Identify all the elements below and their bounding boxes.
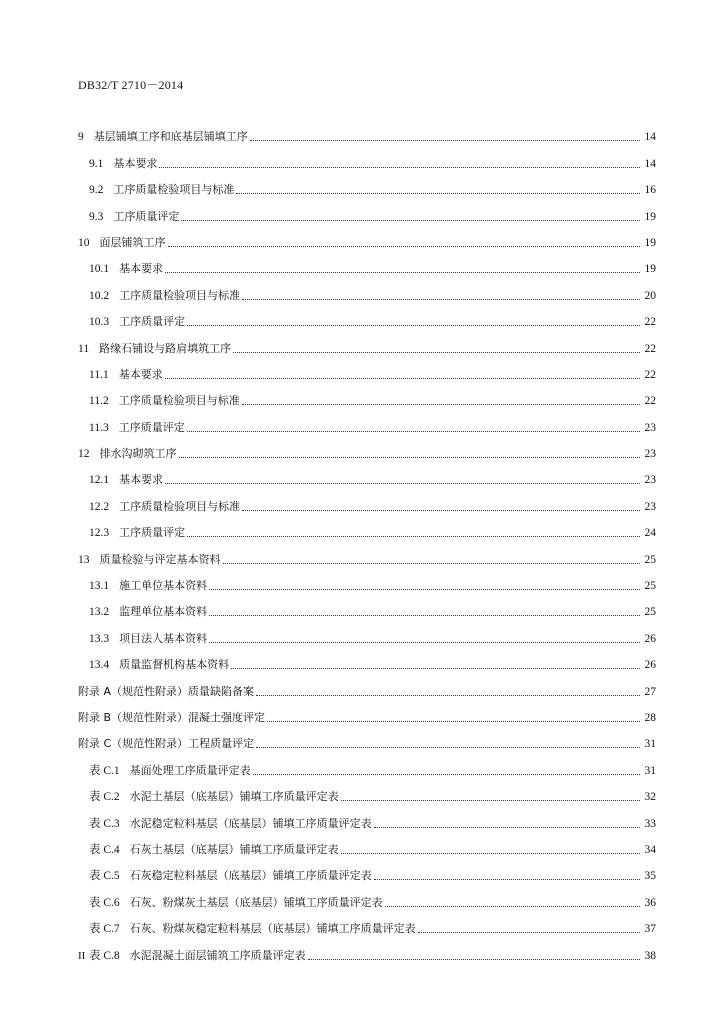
toc-entry-number: 13 [78, 553, 90, 566]
toc-entry-title: 附录 C（规范性附录）工程质量评定 [78, 737, 255, 751]
toc-dot-leader [231, 668, 640, 669]
toc-entry[interactable] [78, 804, 656, 830]
toc-dot-leader [253, 774, 640, 775]
toc-entry-page: 22 [644, 316, 656, 329]
toc-entry-page: 37 [644, 923, 656, 936]
toc-dot-leader [165, 272, 640, 273]
toc-entry-number: 表 C.5 [89, 870, 120, 883]
toc-entry[interactable] [78, 883, 656, 909]
toc-entry-number: 11.1 [89, 368, 109, 381]
toc-entry[interactable] [78, 276, 656, 302]
toc-entry-title: 基本要求 [119, 473, 164, 487]
toc-entry-page: 31 [644, 764, 656, 777]
table-of-contents [78, 118, 656, 963]
toc-entry[interactable] [78, 197, 656, 223]
toc-dot-leader [256, 695, 640, 696]
toc-entry-title: 工序质量评定 [113, 209, 180, 223]
toc-entry-page: 34 [644, 843, 656, 856]
toc-entry-title: 水泥稳定粒料基层（底基层）铺填工序质量评定表 [129, 816, 372, 830]
toc-entry-number: 10.2 [89, 289, 110, 302]
toc-entry[interactable] [78, 356, 656, 382]
toc-entry-number: 11 [78, 342, 90, 355]
toc-entry-page: 36 [644, 896, 656, 909]
toc-entry-page: 22 [644, 342, 656, 355]
toc-entry-title: 基本要求 [118, 367, 163, 381]
toc-entry-page: 33 [644, 817, 656, 830]
toc-entry[interactable] [78, 910, 656, 936]
toc-entry[interactable] [78, 224, 656, 250]
toc-entry[interactable] [78, 936, 656, 962]
toc-dot-leader [165, 483, 640, 484]
toc-dot-leader [187, 536, 640, 537]
toc-entry[interactable] [78, 699, 656, 725]
toc-dot-leader [165, 378, 640, 379]
toc-entry-number: 表 C.6 [89, 896, 120, 909]
toc-entry[interactable] [78, 487, 656, 513]
toc-dot-leader [187, 325, 640, 326]
toc-entry-number: 10.1 [89, 263, 110, 276]
toc-entry-number: 13.1 [89, 580, 110, 593]
toc-entry-number: 10 [78, 236, 90, 249]
toc-entry[interactable] [78, 303, 656, 329]
toc-entry-page: 25 [644, 553, 656, 566]
toc-entry-title: 工序质量检验项目与标准 [119, 499, 241, 513]
toc-entry-number: 12.1 [89, 474, 110, 487]
toc-entry-number: 表 C.7 [89, 923, 120, 936]
toc-entry-page: 28 [644, 711, 656, 724]
toc-entry-number: 9 [78, 131, 84, 144]
toc-entry[interactable] [78, 619, 656, 645]
toc-entry-title: 石灰、粉煤灰稳定粒料基层（底基层）铺填工序质量评定表 [129, 922, 416, 936]
toc-entry-number: 12 [78, 448, 90, 461]
toc-entry[interactable] [78, 171, 656, 197]
toc-entry[interactable] [78, 250, 656, 276]
toc-entry[interactable] [78, 382, 656, 408]
toc-entry-title: 石灰土基层（底基层）铺填工序质量评定表 [129, 842, 339, 856]
toc-entry[interactable] [78, 831, 656, 857]
toc-entry-title: 工序质量检验项目与标准 [119, 288, 241, 302]
toc-dot-leader [341, 800, 640, 801]
toc-entry[interactable] [78, 672, 656, 698]
toc-entry-page: 19 [644, 210, 656, 223]
toc-entry-title: 基面处理工序质量评定表 [129, 763, 251, 777]
toc-entry-page: 26 [644, 659, 656, 672]
toc-entry-page: 14 [644, 131, 656, 144]
toc-entry-title: 附录 B（规范性附录）混凝土强度评定 [78, 710, 266, 724]
toc-entry-page: 23 [644, 474, 656, 487]
toc-entry-title: 石灰稳定粒料基层（底基层）铺填工序质量评定表 [129, 869, 372, 883]
toc-entry-number: 9.3 [89, 210, 104, 223]
document-code: DB32/T 2710－2014 [78, 78, 184, 92]
toc-entry-number: 表 C.1 [89, 764, 120, 777]
toc-entry-number: 13.4 [89, 659, 110, 672]
toc-entry-number: 11.2 [89, 395, 109, 408]
toc-entry[interactable] [78, 540, 656, 566]
toc-entry-page: 38 [644, 949, 656, 962]
toc-entry-page: 22 [644, 368, 656, 381]
toc-entry-number: 表 C.8 [89, 949, 120, 962]
toc-entry[interactable] [78, 857, 656, 883]
toc-entry-number: 13.2 [89, 606, 110, 619]
toc-dot-leader [209, 615, 640, 616]
toc-dot-leader [168, 246, 641, 247]
toc-entry-number: 表 C.2 [89, 791, 120, 804]
toc-entry-title: 基本要求 [113, 156, 158, 170]
toc-entry-page: 22 [644, 395, 656, 408]
toc-dot-leader [374, 827, 640, 828]
toc-entry-title: 水泥土基层（底基层）铺填工序质量评定表 [129, 790, 339, 804]
toc-entry-title: 工序质量检验项目与标准 [118, 394, 240, 408]
toc-entry-page: 23 [644, 500, 656, 513]
toc-entry[interactable] [78, 329, 656, 355]
toc-dot-leader [374, 879, 640, 880]
toc-entry-number: 12.3 [89, 527, 110, 540]
toc-dot-leader [209, 589, 640, 590]
toc-entry[interactable] [78, 646, 656, 672]
toc-entry-title: 基层铺填工序和底基层铺填工序 [93, 130, 248, 144]
toc-entry[interactable] [78, 514, 656, 540]
toc-entry-number: 10.3 [89, 316, 110, 329]
toc-dot-leader [308, 959, 640, 960]
toc-entry-title: 基本要求 [119, 262, 164, 276]
toc-entry-title: 路缘石铺设与路肩填筑工序 [99, 341, 232, 355]
toc-entry-page: 26 [644, 632, 656, 645]
toc-dot-leader [267, 721, 640, 722]
toc-entry[interactable] [78, 751, 656, 777]
toc-entry-number: 11.3 [89, 421, 109, 434]
toc-entry-number: 12.2 [89, 500, 110, 513]
toc-dot-leader [159, 167, 640, 168]
toc-entry-title: 工序质量检验项目与标准 [113, 183, 235, 197]
toc-entry[interactable] [78, 593, 656, 619]
toc-entry-number: 13.3 [89, 632, 110, 645]
toc-dot-leader [242, 299, 640, 300]
toc-entry[interactable] [78, 567, 656, 593]
toc-entry-title: 质量监督机构基本资料 [119, 658, 230, 672]
toc-entry-page: 16 [644, 184, 656, 197]
toc-entry[interactable] [78, 461, 656, 487]
page-number: II [78, 950, 86, 962]
toc-entry-number: 表 C.3 [89, 817, 120, 830]
toc-entry-page: 32 [644, 791, 656, 804]
toc-dot-leader [236, 193, 640, 194]
toc-dot-leader [242, 404, 640, 405]
toc-dot-leader [418, 932, 640, 933]
toc-dot-leader [250, 140, 640, 141]
toc-dot-leader [187, 431, 640, 432]
toc-dot-leader [242, 510, 640, 511]
toc-entry[interactable] [78, 778, 656, 804]
toc-entry[interactable] [78, 408, 656, 434]
toc-entry-title: 工序质量评定 [119, 315, 186, 329]
toc-entry-page: 25 [644, 606, 656, 619]
toc-entry-page: 23 [644, 448, 656, 461]
toc-entry-title: 项目法人基本资料 [119, 631, 208, 645]
toc-entry-title: 质量检验与评定基本资料 [99, 552, 221, 566]
toc-entry[interactable] [78, 118, 656, 144]
toc-entry-page: 23 [644, 421, 656, 434]
toc-entry-title: 石灰、粉煤灰土基层（底基层）铺填工序质量评定表 [129, 895, 383, 909]
toc-dot-leader [181, 220, 640, 221]
toc-entry-page: 14 [644, 157, 656, 170]
toc-entry-title: 排水沟砌筑工序 [99, 447, 177, 461]
toc-entry[interactable] [78, 725, 656, 751]
toc-entry-title: 面层铺筑工序 [99, 235, 166, 249]
toc-entry[interactable] [78, 144, 656, 170]
toc-entry-number: 9.1 [89, 157, 104, 170]
toc-dot-leader [256, 747, 640, 748]
toc-entry-title: 施工单位基本资料 [119, 579, 208, 593]
toc-dot-leader [385, 906, 640, 907]
toc-entry-page: 24 [644, 527, 656, 540]
toc-dot-leader [179, 457, 641, 458]
toc-entry-title: 水泥混凝土面层铺筑工序质量评定表 [129, 948, 306, 962]
toc-entry-page: 27 [644, 685, 656, 698]
toc-entry[interactable] [78, 435, 656, 461]
toc-dot-leader [341, 853, 640, 854]
toc-entry-title: 监理单位基本资料 [119, 605, 208, 619]
toc-dot-leader [233, 352, 640, 353]
toc-entry-page: 19 [644, 263, 656, 276]
toc-dot-leader [223, 563, 641, 564]
toc-entry-number: 9.2 [89, 184, 104, 197]
toc-entry-title: 工序质量评定 [118, 420, 185, 434]
toc-entry-page: 25 [644, 580, 656, 593]
toc-entry-page: 31 [644, 738, 656, 751]
toc-dot-leader [209, 642, 640, 643]
toc-entry-page: 19 [644, 236, 656, 249]
toc-entry-page: 20 [644, 289, 656, 302]
toc-entry-title: 附录 A（规范性附录）质量缺陷备案 [78, 684, 255, 698]
toc-entry-page: 35 [644, 870, 656, 883]
toc-entry-title: 工序质量评定 [119, 526, 186, 540]
toc-entry-number: 表 C.4 [89, 843, 120, 856]
